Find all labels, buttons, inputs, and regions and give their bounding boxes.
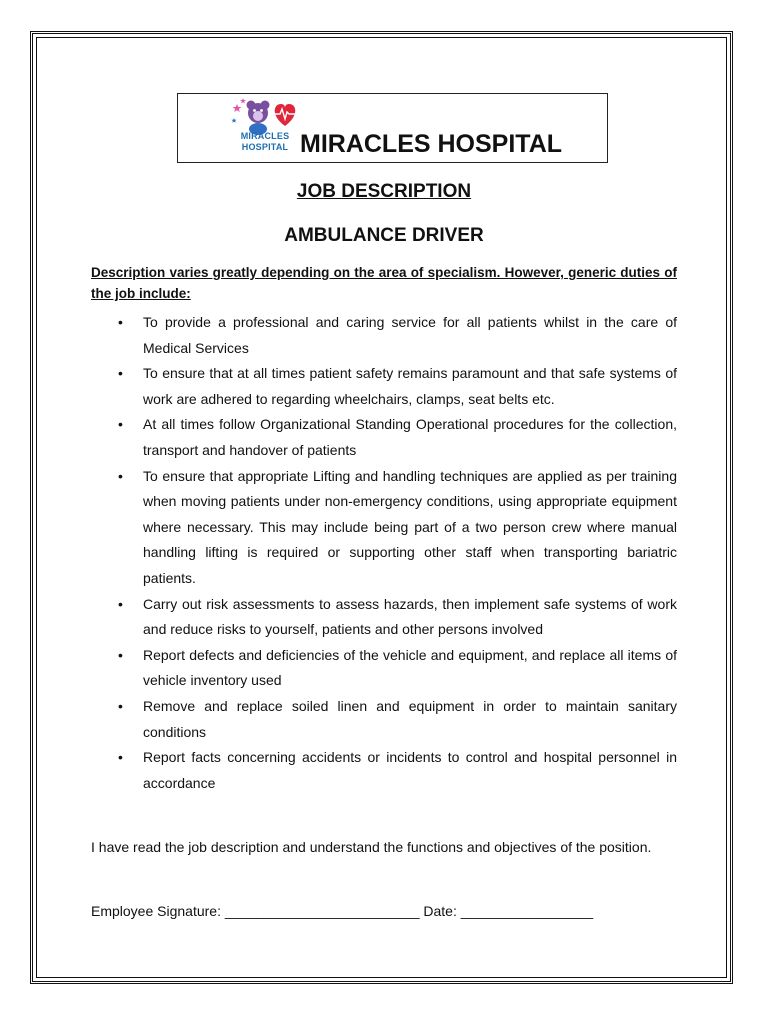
list-item: • Report facts concerning accidents or incidents to control and hospital personnel in accordance xyxy=(91,745,677,796)
logo-text-line1: MIRACLES xyxy=(240,131,290,141)
star-icon xyxy=(240,98,246,103)
list-item: • Carry out risk assessments to assess hazards, then implement safe systems of work and reduce risks to yourself, patients and other persons involved xyxy=(91,592,677,643)
heart-pulse-icon xyxy=(275,104,296,126)
logo-text-line2: HOSPITAL xyxy=(241,142,289,152)
star-icon xyxy=(233,104,242,112)
role-title: AMBULANCE DRIVER xyxy=(284,225,484,246)
signature-date-line: Employee Signature: _________________________ Date: _________________ xyxy=(91,903,594,919)
logo-wordmark xyxy=(231,131,299,153)
list-item: • To ensure that appropriate Lifting and handling techniques are applied as per training when moving patients under non-emergency conditions, using appropriate equipment where necessary. This may include being part of a two person crew where manual handling lifting is required or supporting other staff when transporting bariatric patients. xyxy=(91,464,677,592)
document-heading: JOB DESCRIPTION xyxy=(296,181,472,202)
acknowledgement-text: I have read the job description and understand the functions and objectives of the position. xyxy=(91,839,652,855)
hospital-name: MIRACLES HOSPITAL xyxy=(300,130,563,158)
list-item: • To provide a professional and caring service for all patients whilst in the care of Medical Services xyxy=(91,310,677,361)
duties-list xyxy=(91,310,677,796)
star-icon xyxy=(231,118,236,123)
list-item: • Remove and replace soiled linen and equipment in order to maintain sanitary conditions xyxy=(91,694,677,745)
letterhead xyxy=(177,93,608,163)
teddy-bear-logo-icon xyxy=(231,96,301,136)
list-item: • At all times follow Organizational Standing Operational procedures for the collection, transport and handover of patients xyxy=(91,412,677,463)
hospital-logo xyxy=(231,96,301,158)
intro-text: Description varies greatly depending on the area of specialism. However, generic duties of the job include: xyxy=(91,265,677,301)
list-item: • Report defects and deficiencies of the vehicle and equipment, and replace all items of vehicle inventory used xyxy=(91,643,677,694)
list-item: • To ensure that at all times patient safety remains paramount and that safe systems of work are adhered to regarding wheelchairs, clamps, seat belts etc. xyxy=(91,361,677,412)
